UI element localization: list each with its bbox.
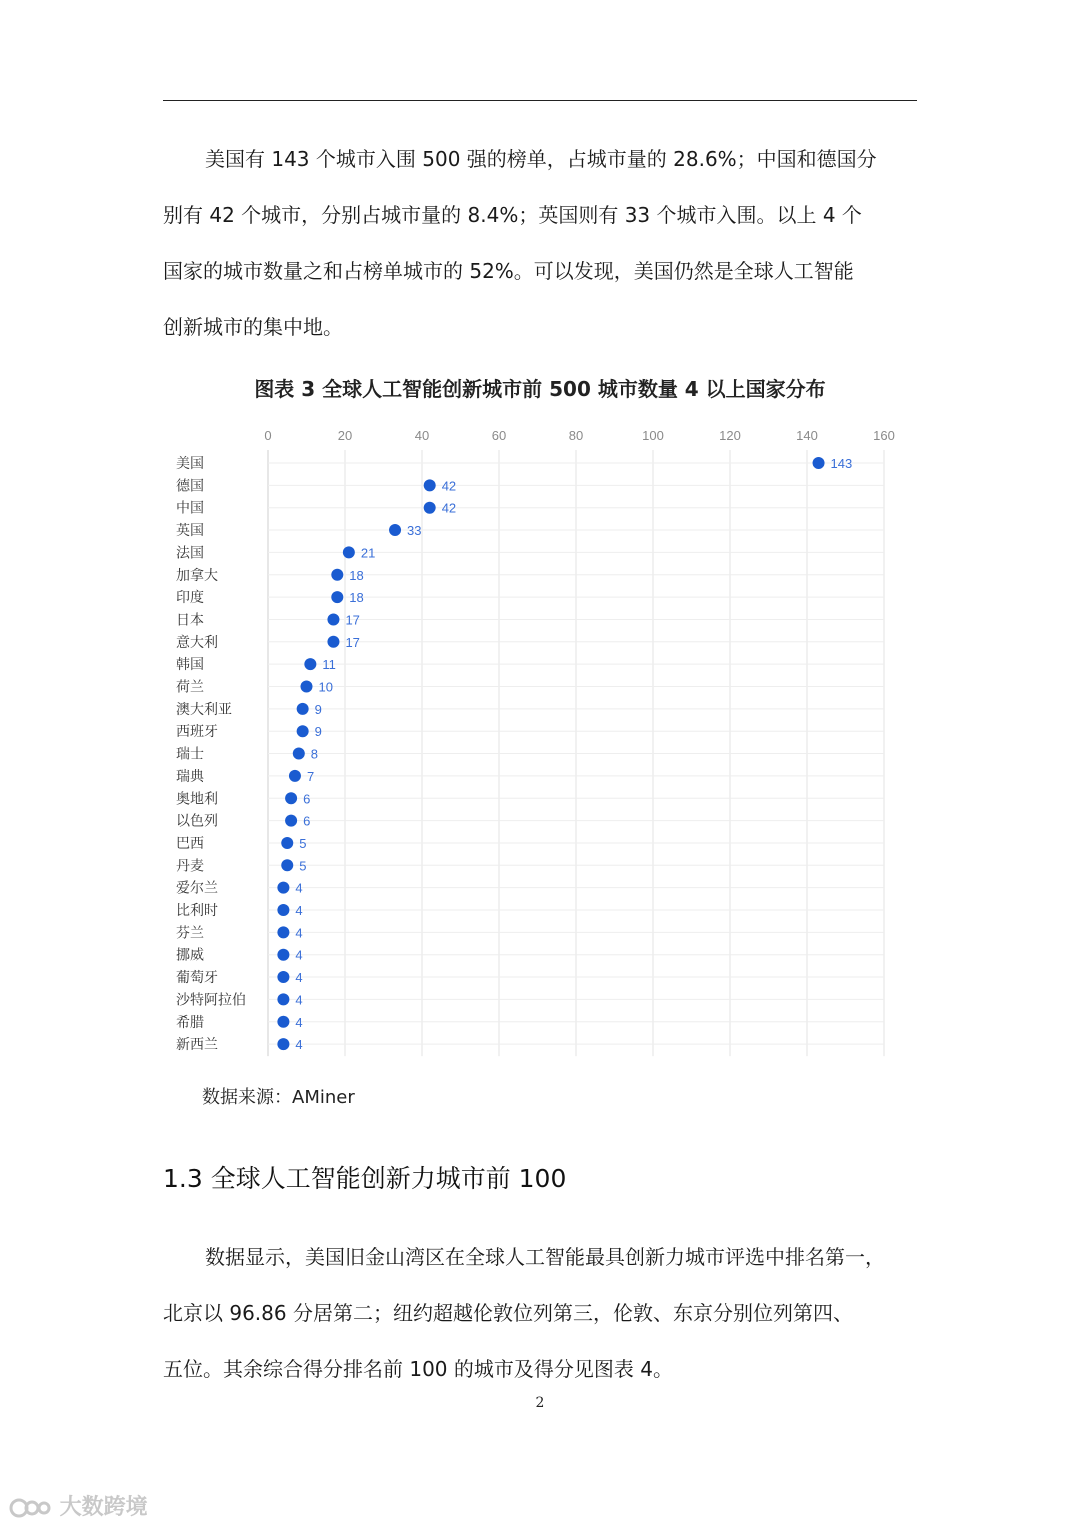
data-label: 6 [303, 813, 311, 829]
data-point [285, 792, 297, 804]
data-label: 5 [299, 835, 307, 851]
data-label: 11 [322, 657, 336, 673]
data-point [281, 837, 293, 849]
data-point [285, 815, 297, 827]
category-label: 英国 [176, 523, 204, 540]
data-label: 10 [318, 679, 333, 695]
category-label: 美国 [176, 456, 204, 472]
category-label: 奥地利 [176, 791, 218, 808]
data-label: 17 [345, 612, 360, 628]
paragraph-line: 数据显示，美国旧金山湾区在全球人工智能最具创新力城市评选中排名第一， [205, 1245, 885, 1269]
data-point [277, 949, 289, 961]
category-label: 西班牙 [176, 724, 218, 741]
category-label: 印度 [176, 590, 204, 607]
data-point [424, 502, 436, 514]
x-tick-label: 140 [796, 428, 818, 443]
data-label: 9 [314, 724, 322, 740]
data-point [813, 457, 825, 469]
data-label: 7 [306, 768, 315, 784]
data-point [389, 524, 401, 536]
data-label: 5 [299, 858, 307, 874]
data-label: 4 [295, 1037, 303, 1053]
category-label: 德国 [176, 478, 204, 495]
data-point [277, 926, 289, 938]
data-point [343, 546, 355, 558]
data-point [327, 636, 339, 648]
data-label: 17 [345, 634, 360, 650]
page-number: 2 [535, 1395, 545, 1411]
section-heading: 1.3 全球人工智能创新力城市前 100 [163, 1164, 567, 1193]
paragraph-line: 创新城市的集中地。 [163, 315, 343, 339]
x-tick-label: 40 [414, 428, 430, 443]
x-tick-label: 120 [719, 428, 741, 443]
data-label: 8 [310, 746, 319, 762]
data-label: 4 [295, 992, 303, 1008]
x-tick-label: 20 [337, 428, 353, 443]
data-label: 6 [303, 791, 311, 807]
x-tick-label: 80 [568, 428, 584, 443]
category-label: 意大利 [176, 634, 218, 651]
data-point [301, 681, 313, 693]
figure-source: 数据来源：AMiner [202, 1087, 355, 1108]
category-label: 新西兰 [176, 1037, 218, 1054]
data-point [277, 1016, 289, 1028]
data-point [424, 479, 436, 491]
country-count-dot-chart [160, 422, 900, 1062]
paragraph-line: 北京以 96.86 分居第二；纽约超越伦敦位列第三，伦敦、东京分别位列第四、 [163, 1301, 853, 1325]
data-label: 42 [441, 478, 457, 494]
category-label: 爱尔兰 [176, 880, 218, 897]
data-label: 4 [295, 947, 303, 963]
paragraph-ranking [163, 1229, 923, 1397]
data-label: 143 [830, 456, 853, 471]
data-label: 18 [349, 567, 364, 583]
paragraph-line: 美国有 143 个城市入围 500 强的榜单，占城市量的 28.6%；中国和德国分 [205, 147, 877, 171]
data-label: 9 [314, 701, 322, 717]
data-label: 33 [407, 523, 422, 539]
paragraph-line: 别有 42 个城市，分别占城市量的 8.4%；英国则有 33 个城市入围。以上 4 个 [163, 203, 862, 227]
watermark-logo-icon [8, 1497, 52, 1519]
data-point [277, 971, 289, 983]
data-point [281, 859, 293, 871]
category-label: 韩国 [176, 657, 204, 674]
data-point [304, 658, 316, 670]
data-label: 4 [295, 925, 303, 941]
category-label: 日本 [176, 612, 204, 629]
category-label: 瑞典 [176, 768, 204, 785]
header-rule [163, 100, 917, 101]
data-label: 42 [441, 500, 457, 516]
data-label: 18 [349, 590, 364, 606]
category-label: 中国 [176, 500, 204, 517]
category-label: 法国 [176, 545, 204, 562]
watermark-text: 大数跨境 [59, 1495, 148, 1520]
data-point [297, 725, 309, 737]
data-point [297, 703, 309, 715]
category-label: 葡萄牙 [176, 970, 218, 987]
category-label: 希腊 [176, 1014, 204, 1031]
data-point [331, 569, 343, 581]
data-point [331, 591, 343, 603]
data-label: 4 [295, 1014, 303, 1030]
data-point [293, 748, 305, 760]
paragraph-line: 国家的城市数量之和占榜单城市的 52%。可以发现，美国仍然是全球人工智能 [163, 259, 854, 283]
category-label: 丹麦 [176, 858, 204, 875]
category-label: 瑞士 [176, 746, 204, 763]
category-label: 比利时 [176, 903, 218, 919]
data-point [277, 904, 289, 916]
data-label: 21 [360, 545, 376, 561]
paragraph-intro [163, 131, 923, 355]
data-point [327, 613, 339, 625]
category-label: 沙特阿拉伯 [176, 992, 246, 1009]
data-point [277, 993, 289, 1005]
category-label: 芬兰 [176, 925, 204, 942]
data-label: 4 [295, 903, 303, 918]
category-label: 澳大利亚 [176, 701, 232, 718]
data-point [289, 770, 301, 782]
data-label: 4 [295, 970, 303, 986]
x-tick-label: 60 [491, 428, 507, 443]
data-point [277, 882, 289, 894]
category-label: 加拿大 [176, 567, 218, 584]
category-label: 荷兰 [176, 679, 204, 696]
x-tick-label: 0 [264, 428, 272, 443]
category-label: 以色列 [176, 813, 218, 830]
x-tick-label: 100 [642, 428, 664, 443]
data-point [277, 1038, 289, 1050]
figure-caption: 图表 3 全球人工智能创新城市前 500 城市数量 4 以上国家分布 [254, 377, 826, 401]
category-label: 挪威 [176, 947, 204, 964]
data-label: 4 [295, 880, 303, 896]
category-label: 巴西 [176, 835, 204, 852]
x-tick-label: 160 [873, 428, 895, 443]
watermark [8, 1490, 148, 1521]
paragraph-line: 五位。其余综合得分排名前 100 的城市及得分见图表 4。 [163, 1357, 673, 1381]
